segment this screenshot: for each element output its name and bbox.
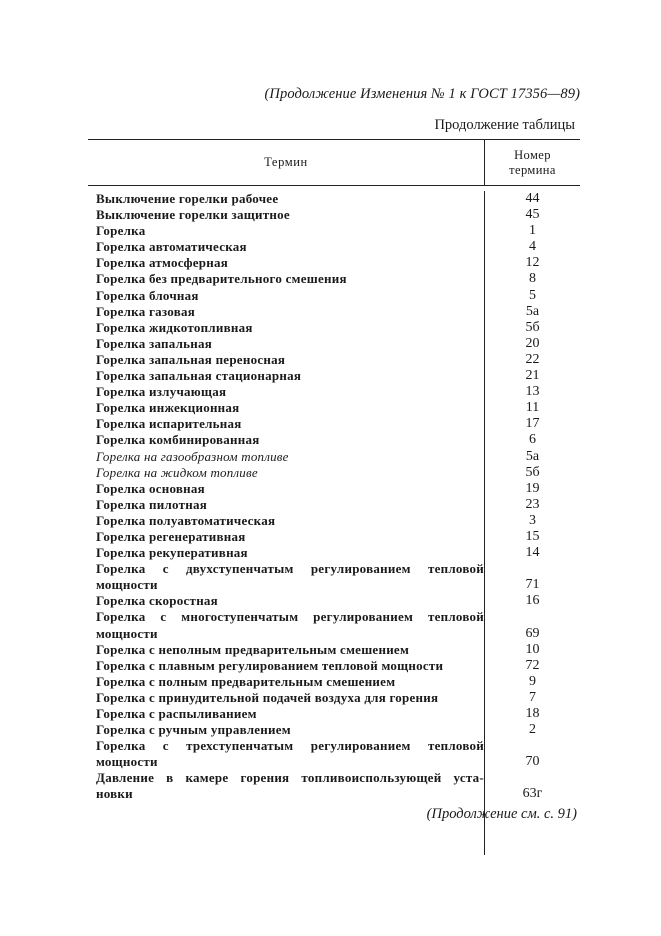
term-text: Горелка запальная [96,335,213,351]
term-number: 21 [525,368,540,384]
term-text: Горелка с плавным регулированием тепловой мощности [96,657,444,673]
term-text: Горелка комбинированная [96,432,260,448]
term-text: Горелка запальная переносная [96,351,286,367]
term-text: Горелка излучающая [96,384,227,400]
term-number: 7 [529,689,536,705]
term-text: Горелка испарительная [96,416,242,432]
term-entry [96,690,484,706]
term-number: 1 [529,223,536,239]
number-spacer [485,609,580,625]
term-number: 63г [522,786,543,802]
term-entry [96,336,484,352]
term-text: Горелка рекуперативная [96,545,248,561]
term-entry [96,416,484,432]
number-spacer [485,770,580,786]
term-entry [96,191,484,207]
term-text: Горелка автоматическая [96,239,247,255]
term-entry [96,368,484,384]
term-entry [96,529,484,545]
term-entry [96,432,484,448]
term-number: 10 [525,641,540,657]
term-text: Горелка с ручным управлением [96,722,291,738]
term-text: Горелка с неполным предварительным смешением [96,641,410,657]
term-entry [96,449,484,465]
term-number: 15 [525,528,540,544]
term-entry [96,304,484,320]
term-text: Горелка пилотная [96,496,207,512]
term-text: Горелка с полным предварительным смешением [96,673,396,689]
term-number: 18 [525,706,540,721]
term-entry [96,465,484,481]
term-text: мощности [96,577,158,593]
term-number: 20 [525,335,540,351]
term-text: Горелка газовая [96,303,195,319]
terms-column [88,191,484,855]
term-number: 19 [525,480,540,496]
term-text: Выключение горелки рабочее [96,191,279,206]
term-number: 8 [529,271,536,287]
term-entry [96,481,484,497]
term-text: мощности [96,754,158,770]
term-entry [96,223,484,239]
term-text: Горелка [96,223,146,239]
term-number: 71 [525,577,540,593]
term-entry [96,658,484,674]
term-text: Горелка запальная стационарная [96,368,302,384]
term-text: Горелка на жидком топливе [96,464,258,480]
table-continuation-caption: Продолжение таблицы [434,117,575,133]
term-number: 6 [529,432,536,448]
term-entry [96,352,484,368]
term-entry [96,545,484,561]
term-number: 70 [525,754,540,770]
column-header-term: Термин [264,155,308,169]
column-header-number-line1: Номер [514,147,551,162]
continuation-footer: (Продолжение см. с. 91) [426,806,577,822]
term-entry [96,320,484,336]
term-number: 2 [529,722,536,738]
term-entry [96,513,484,529]
term-number: 72 [525,657,540,673]
term-number: 5а [525,448,540,464]
term-number: 17 [525,416,540,432]
continuation-header: (Продолжение Изменения № 1 к ГОСТ 17356—89) [264,86,580,102]
term-text: Горелка на газообразном топливе [96,448,289,464]
term-text: Горелка основная [96,480,205,496]
term-number: 12 [525,255,540,271]
term-number: 5а [525,303,540,319]
term-text: Горелка скоростная [96,593,218,609]
term-entry [96,561,484,593]
term-entry [96,593,484,609]
term-number: 22 [525,351,540,367]
term-text: Горелка регенеративная [96,528,246,544]
term-number: 14 [525,545,540,561]
term-number: 45 [525,207,540,223]
term-text: Горелка без предварительного смешения [96,271,347,287]
term-number: 16 [525,593,540,609]
numbers-column [484,191,580,855]
term-text: Горелка с трехступенчатым регулированием тепловой [96,738,484,754]
term-number: 69 [525,625,540,641]
term-entry [96,738,484,770]
number-spacer [485,561,580,577]
term-text: Давление в камере горения топливоиспользующей уста- [96,770,484,786]
term-entry [96,642,484,658]
table-header [88,140,580,186]
column-header-number [484,140,580,185]
term-number: 5 [529,287,536,303]
term-text: новки [96,786,133,802]
term-number: 9 [529,673,536,689]
term-text: Горелка блочная [96,287,199,303]
term-entry [96,674,484,690]
term-entry [96,271,484,287]
term-entry [96,207,484,223]
term-text: Горелка с многоступенчатым регулированием тепловой [96,609,484,625]
term-number: 3 [529,512,536,528]
term-entry [96,384,484,400]
term-entry [96,706,484,722]
term-text: Горелка жидкотопливная [96,319,253,335]
term-entry [96,770,484,802]
term-number: 5б [525,464,540,480]
term-entry [96,609,484,641]
term-number: 13 [525,384,540,400]
term-number: 5б [525,319,540,335]
term-text: Горелка с распыливанием [96,706,257,721]
terms-table [88,139,580,855]
term-entry [96,497,484,513]
term-number: 11 [525,400,540,416]
term-entry [96,239,484,255]
term-text: Горелка с двухступенчатым регулированием тепловой [96,561,484,577]
column-header-number-line2: термина [509,162,556,177]
term-text: Горелка инжекционная [96,400,240,416]
term-number: 4 [529,239,536,255]
term-entry [96,255,484,271]
term-number: 44 [525,191,540,206]
term-entry [96,288,484,304]
term-text: Горелка с принудительной подачей воздуха для горения [96,689,439,705]
table-body [88,186,580,855]
term-entry [96,722,484,738]
term-number: 23 [525,496,540,512]
term-text: Горелка полуавтоматическая [96,512,276,528]
number-spacer [485,738,580,754]
term-entry [96,400,484,416]
term-text: Горелка атмосферная [96,255,229,271]
term-text: Выключение горелки защитное [96,207,290,223]
term-text: мощности [96,625,158,641]
